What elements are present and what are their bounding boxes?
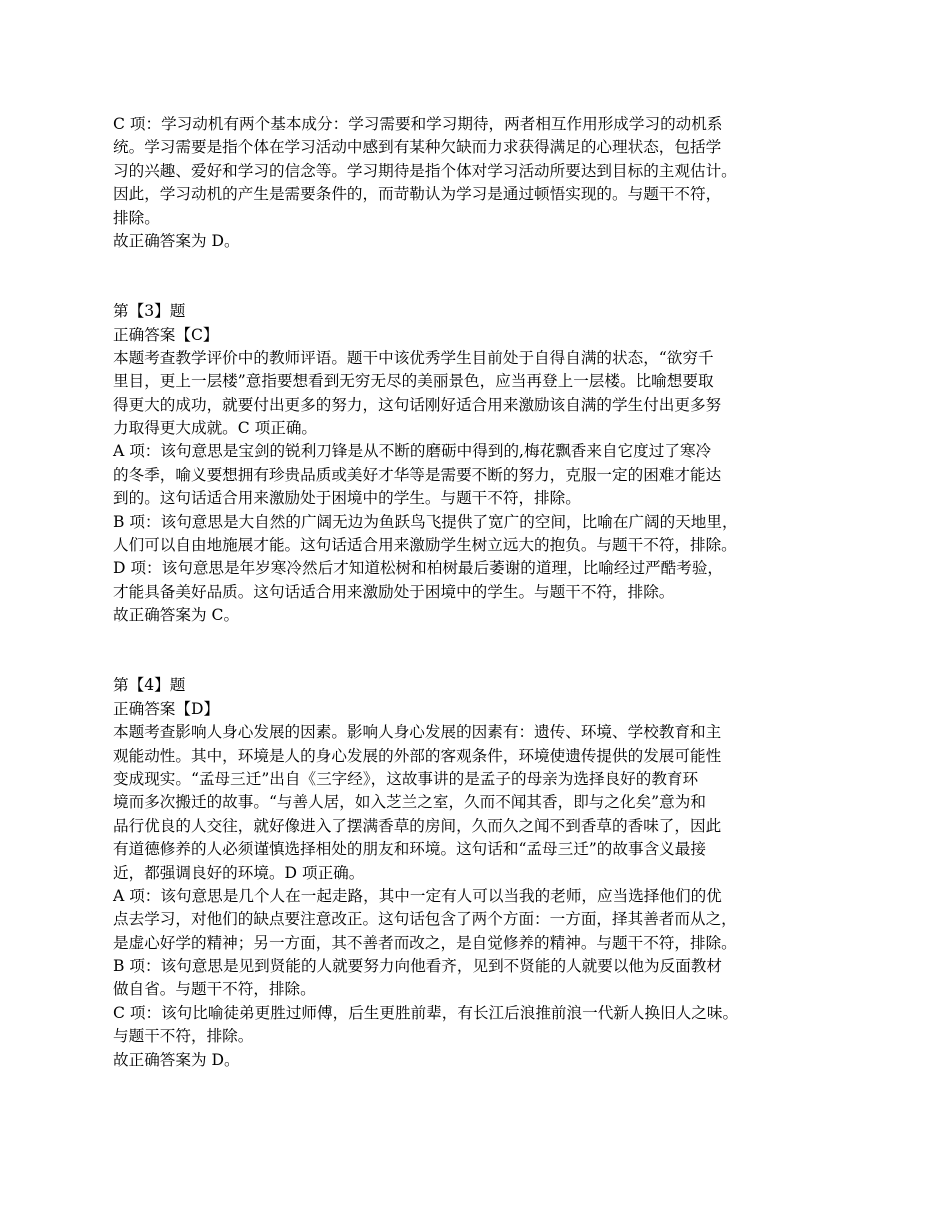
question-3 [113,300,848,627]
text-line: 习的兴趣、爱好和学习的信念等。学习期待是指个体对学习活动所要达到目标的主观估计。 [113,161,737,180]
question-4 [113,674,848,1072]
text-line: 有道德修养的人必须谨慎选择相处的朋友和环境。这句话和“孟母三迁”的故事含义最接 [113,840,706,859]
document-page [113,113,848,1072]
section-gap [113,628,848,675]
text-line: C 项：该句比喻徒弟更胜过师傅，后生更胜前辈，有长江后浪推前浪一代新人换旧人之味。 [113,1003,739,1022]
text-line: 人们可以自由地施展才能。这句话适合用来激励学生树立远大的抱负。与题干不符，排除。 [113,536,737,555]
text-line: 品行优良的人交往，就好像进入了摆满香草的房间，久而久之闻不到香草的香味了，因此 [113,816,722,835]
correct-answer: 正确答案【D】 [113,699,220,718]
text-line: A 项：该句意思是几个人在一起走路，其中一定有人可以当我的老师，应当选择他们的优 [113,886,722,905]
answer-conclusion: 故正确答案为 D。 [113,1050,240,1069]
text-line: 的冬季，喻义要想拥有珍贵品质或美好才华等是需要不断的努力，克服一定的困难才能达 [113,465,722,484]
text-line: 力取得更大成就。C 项正确。 [113,419,318,438]
text-line: 观能动性。其中，环境是人的身心发展的外部的客观条件，环境使遗传提供的发展可能性 [113,746,722,765]
text-line: 做自省。与题干不符，排除。 [113,980,316,999]
text-line: 变成现实。“孟母三迁”出自《三字经》，这故事讲的是孟子的母亲为选择良好的教育环 [113,769,699,788]
text-line: 境而多次搬迁的故事。“与善人居，如入芝兰之室，久而不闻其香，即与之化矣”意为和 [113,793,706,812]
text-line: 排除。 [113,208,160,227]
text-line: B 项：该句意思是大自然的广阔无边为鱼跃鸟飞提供了宽广的空间，比喻在广阔的天地里， [113,512,738,531]
text-line: 点去学习，对他们的缺点要注意改正。这句话包含了两个方面：一方面，择其善者而从之， [113,910,737,929]
section-gap [113,253,848,300]
text-line: C 项：学习动机有两个基本成分：学习需要和学习期待，两者相互作用形成学习的动机系 [113,115,723,133]
text-line: 近，都强调良好的环境。D 项正确。 [113,863,365,882]
text-line: D 项：该句意思是年岁寒冷然后才知道松树和柏树最后萎谢的道理，比喻经过严酷考验， [113,559,724,578]
correct-answer: 正确答案【C】 [113,325,219,344]
text-line: 到的。这句话适合用来激励处于困境中的学生。与题干不符，排除。 [113,489,581,508]
text-line: 里目，更上一层楼”意指要想看到无穷无尽的美丽景色，应当再登上一层楼。比喻想要取 [113,372,714,391]
question-number: 第【4】题 [113,676,186,695]
text-line: B 项：该句意思是见到贤能的人就要努力向他看齐，见到不贤能的人就要以他为反面教材 [113,957,722,976]
question-2-explanation-tail [113,113,848,253]
text-line: 本题考查教学评价中的教师评语。题干中该优秀学生目前处于自得自满的状态，“欲穷千 [113,348,714,367]
text-line: A 项：该句意思是宝剑的锐利刀锋是从不断的磨砺中得到的,梅花飘香来自它度过了寒冷 [113,442,712,461]
text-line: 统。学习需要是指个体在学习活动中感到有某种欠缺而力求获得满足的心理状态，包括学 [113,138,722,157]
text-line: 本题考查影响人身心发展的因素。影响人身心发展的因素有：遗传、环境、学校教育和主 [113,723,722,742]
text-line: 是虚心好学的精神；另一方面，其不善者而改之，是自觉修养的精神。与题干不符，排除。 [113,933,737,952]
answer-conclusion: 故正确答案为 C。 [113,606,240,625]
text-line: 与题干不符，排除。 [113,1027,254,1046]
question-number: 第【3】题 [113,302,186,321]
text-line: 才能具备美好品质。这句话适合用来激励处于困境中的学生。与题干不符，排除。 [113,582,675,601]
text-line: 因此，学习动机的产生是需要条件的，而苛勒认为学习是通过顿悟实现的。与题干不符， [113,185,722,204]
text-line: 得更大的成功，就要付出更多的努力，这句话刚好适合用来激励该自满的学生付出更多努 [113,395,722,414]
answer-conclusion: 故正确答案为 D。 [113,231,240,250]
